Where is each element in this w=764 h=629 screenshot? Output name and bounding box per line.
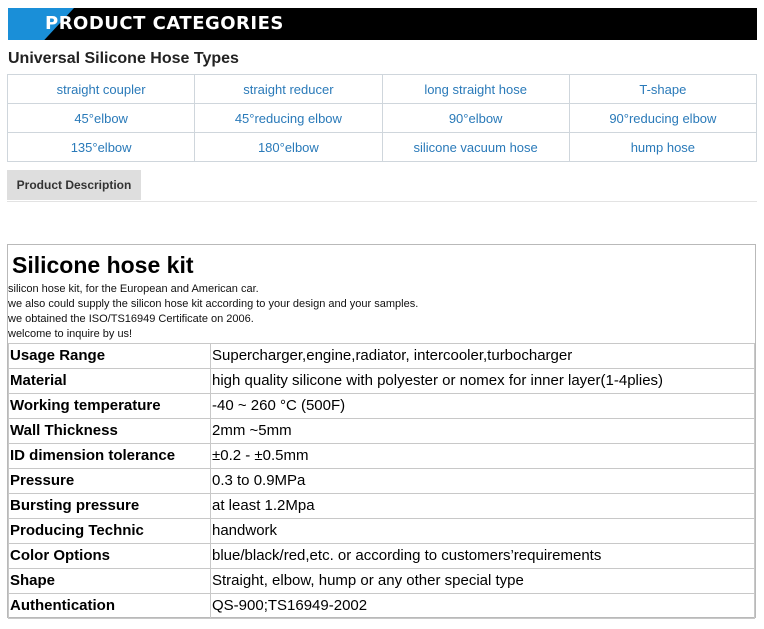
spec-value: handwork: [211, 519, 755, 544]
category-cell: [8, 75, 195, 104]
category-banner: [8, 8, 757, 40]
category-link[interactable]: 180°elbow: [257, 139, 319, 155]
product-intro: [8, 282, 418, 342]
category-link[interactable]: hump hose: [630, 139, 696, 155]
spec-value: Supercharger,engine,radiator, intercooler,turbocharger: [211, 344, 755, 369]
spec-row: [9, 494, 755, 519]
spec-value: 2mm ~5mm: [211, 419, 755, 444]
intro-line: we also could supply the silicon hose kit according to your design and your samples.: [8, 298, 419, 310]
category-link[interactable]: 90°elbow: [448, 110, 503, 126]
spec-row: [9, 469, 755, 494]
spec-key: Pressure: [9, 469, 211, 494]
spec-value: 0.3 to 0.9MPa: [211, 469, 755, 494]
banner-title: PRODUCT CATEGORIES: [45, 13, 284, 34]
category-link[interactable]: long straight hose: [424, 81, 527, 97]
intro-line: welcome to inquire by us!: [8, 328, 133, 340]
tab-divider: [7, 201, 757, 202]
spec-row: [9, 594, 755, 619]
intro-line: silicon hose kit, for the European and American car.: [8, 283, 259, 295]
category-cell: [569, 104, 756, 133]
category-link[interactable]: straight coupler: [56, 81, 146, 97]
spec-row: [9, 344, 755, 369]
spec-row: [9, 519, 755, 544]
spec-key: Producing Technic: [9, 519, 211, 544]
product-description-panel: [7, 244, 756, 618]
spec-value: Straight, elbow, hump or any other special type: [211, 569, 755, 594]
category-link[interactable]: 45°reducing elbow: [234, 110, 342, 126]
category-cell: [8, 133, 195, 162]
category-cell: [382, 104, 569, 133]
category-cell: [195, 104, 382, 133]
spec-key: Wall Thickness: [9, 419, 211, 444]
category-cell: [195, 133, 382, 162]
section-subheading: Universal Silicone Hose Types: [8, 50, 239, 67]
intro-line: we obtained the ISO/TS16949 Certificate on 2006.: [8, 313, 254, 325]
spec-key: Material: [9, 369, 211, 394]
category-link[interactable]: 45°elbow: [74, 110, 128, 126]
category-row: [8, 75, 757, 104]
category-link[interactable]: T-shape: [639, 81, 687, 97]
category-row: [8, 104, 757, 133]
spec-row: [9, 419, 755, 444]
product-title: Silicone hose kit: [12, 252, 194, 278]
tab-product-description[interactable]: Product Description: [7, 170, 141, 200]
spec-key: Color Options: [9, 544, 211, 569]
spec-key: ID dimension tolerance: [9, 444, 211, 469]
category-cell: [569, 133, 756, 162]
category-cell: [8, 104, 195, 133]
spec-key: Usage Range: [9, 344, 211, 369]
spec-table: [8, 343, 755, 619]
spec-value: QS-900;TS16949-2002: [211, 594, 755, 619]
category-cell: [382, 133, 569, 162]
spec-key: Shape: [9, 569, 211, 594]
spec-row: [9, 394, 755, 419]
category-grid: [7, 74, 757, 162]
spec-value: high quality silicone with polyester or nomex for inner layer(1-4plies): [211, 369, 755, 394]
category-link[interactable]: 135°elbow: [70, 139, 132, 155]
category-link[interactable]: straight reducer: [243, 81, 334, 97]
category-cell: [569, 75, 756, 104]
spec-row: [9, 369, 755, 394]
spec-row: [9, 444, 755, 469]
category-cell: [382, 75, 569, 104]
spec-value: blue/black/red,etc. or according to customers’requirements: [211, 544, 755, 569]
spec-value: ±0.2 - ±0.5mm: [211, 444, 755, 469]
spec-key: Bursting pressure: [9, 494, 211, 519]
category-link[interactable]: 90°reducing elbow: [609, 110, 717, 126]
spec-value: -40 ~ 260 °C (500F): [211, 394, 755, 419]
spec-key: Authentication: [9, 594, 211, 619]
category-row: [8, 133, 757, 162]
category-link[interactable]: silicone vacuum hose: [413, 139, 538, 155]
spec-row: [9, 569, 755, 594]
category-cell: [195, 75, 382, 104]
spec-key: Working temperature: [9, 394, 211, 419]
spec-value: at least 1.2Mpa: [211, 494, 755, 519]
spec-row: [9, 544, 755, 569]
